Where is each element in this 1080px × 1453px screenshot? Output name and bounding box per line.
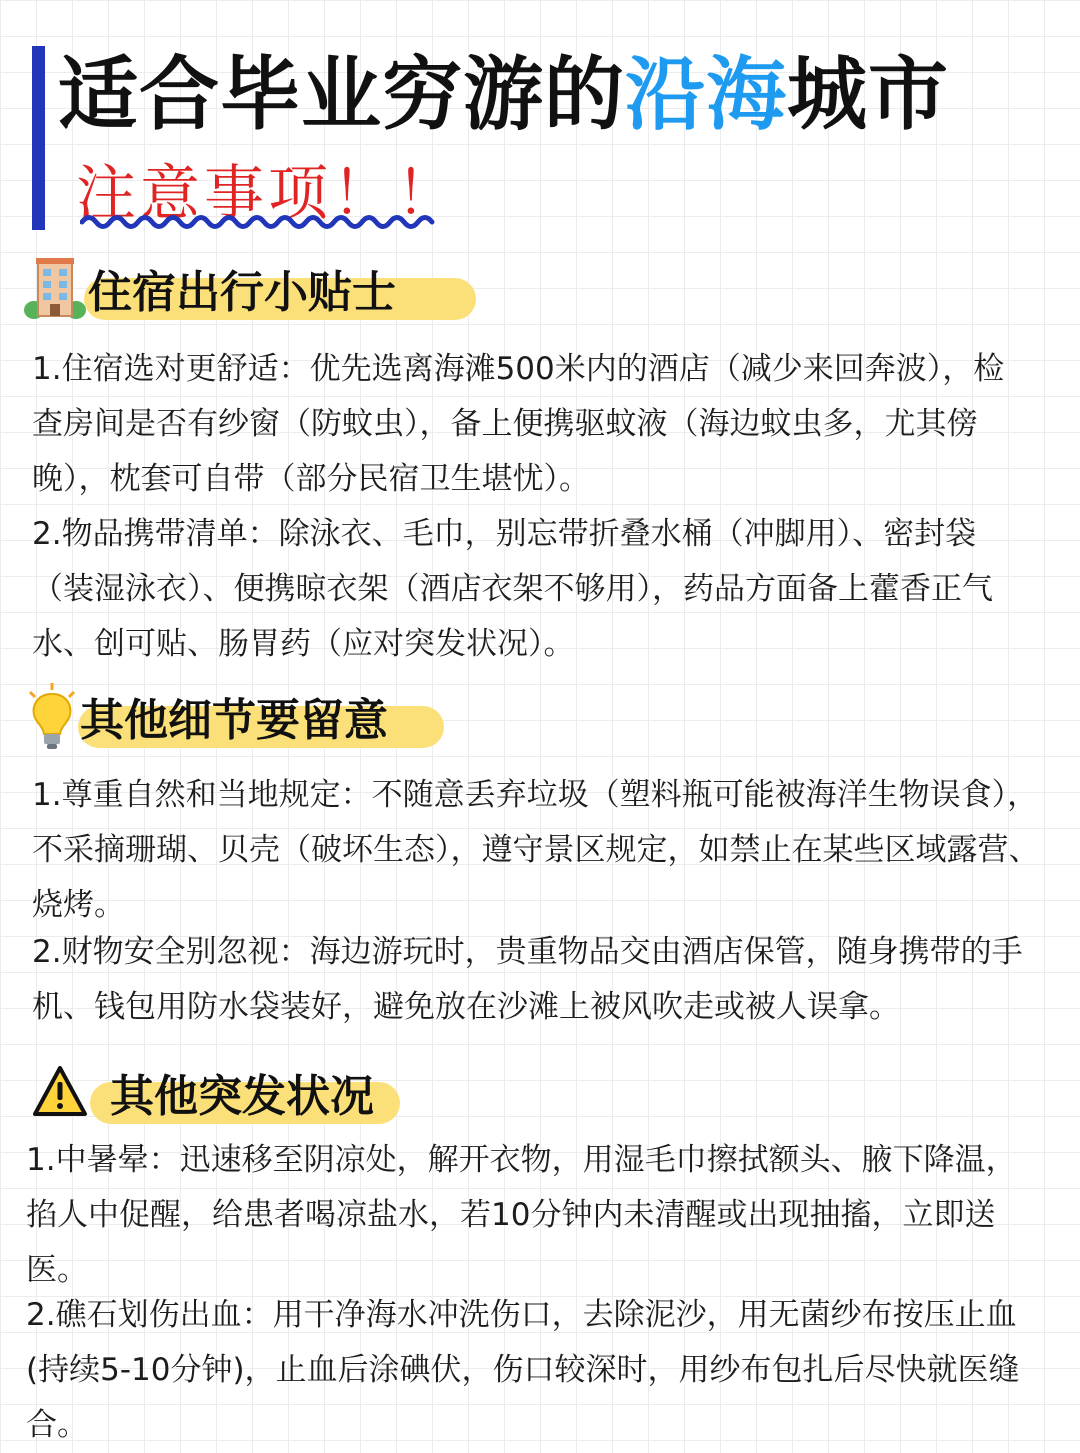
- section-heading-text: 其他细节要留意: [80, 695, 388, 746]
- title-highlight: 沿海: [625, 48, 787, 141]
- title-part1: 适合毕业穷游的: [58, 48, 625, 141]
- light-bulb-icon: [24, 682, 80, 752]
- hotel-building-icon: [24, 254, 86, 320]
- paragraph: 1.中暑晕：迅速移至阴凉处，解开衣物，用湿毛巾擦拭额头、腋下降温，掐人中促醒，给患者喝凉盐水，若10分钟内未清醒或出现抽搐，立即送医。: [26, 1142, 1017, 1288]
- page-title: [58, 30, 949, 145]
- wavy-underline: [80, 212, 440, 232]
- warning-icon: [32, 1064, 88, 1120]
- subtitle: 注意事项！！: [76, 159, 460, 229]
- section-heading-details: [24, 682, 424, 748]
- title-part2: 城市: [787, 48, 949, 141]
- section-heading-text: 其他突发状况: [110, 1071, 374, 1122]
- section-heading-emergencies: [32, 1058, 412, 1124]
- paragraph: 2.财物安全别忽视：海边游玩时，贵重物品交由酒店保管，随身携带的手机、钱包用防水袋装好，避免放在沙滩上被风吹走或被人误拿。: [32, 934, 1023, 1025]
- paragraph: 2.物品携带清单：除泳衣、毛巾，别忘带折叠水桶（冲脚用）、密封袋（装湿泳衣）、便携晾衣架（酒店衣架不够用），药品方面备上藿香正气水、创可贴、肠胃药（应对突发状况）。: [32, 516, 993, 662]
- section-heading-text: 住宿出行小贴士: [88, 267, 396, 318]
- paragraph: 1.尊重自然和当地规定：不随意丢弃垃圾（塑料瓶可能被海洋生物误食），不采摘珊瑚、贝壳（破坏生态），遵守景区规定，如禁止在某些区域露营、烧烤。: [32, 777, 1040, 923]
- paragraph: 2.礁石划伤出血：用干净海水冲洗伤口，去除泥沙，用无菌纱布按压止血(持续5-10分钟)，止血后涂碘伏，伤口较深时，用纱布包扎后尽快就医缝合。: [26, 1297, 1020, 1443]
- paragraph: 1.住宿选对更舒适：优先选离海滩500米内的酒店（减少来回奔波），检查房间是否有纱窗（防蚊虫），备上便携驱蚊液（海边蚊虫多，尤其傍晚），枕套可自带（部分民宿卫生堪忧）。: [32, 351, 1005, 497]
- title-accent-bar: [32, 46, 45, 230]
- section-heading-lodging: [24, 254, 464, 320]
